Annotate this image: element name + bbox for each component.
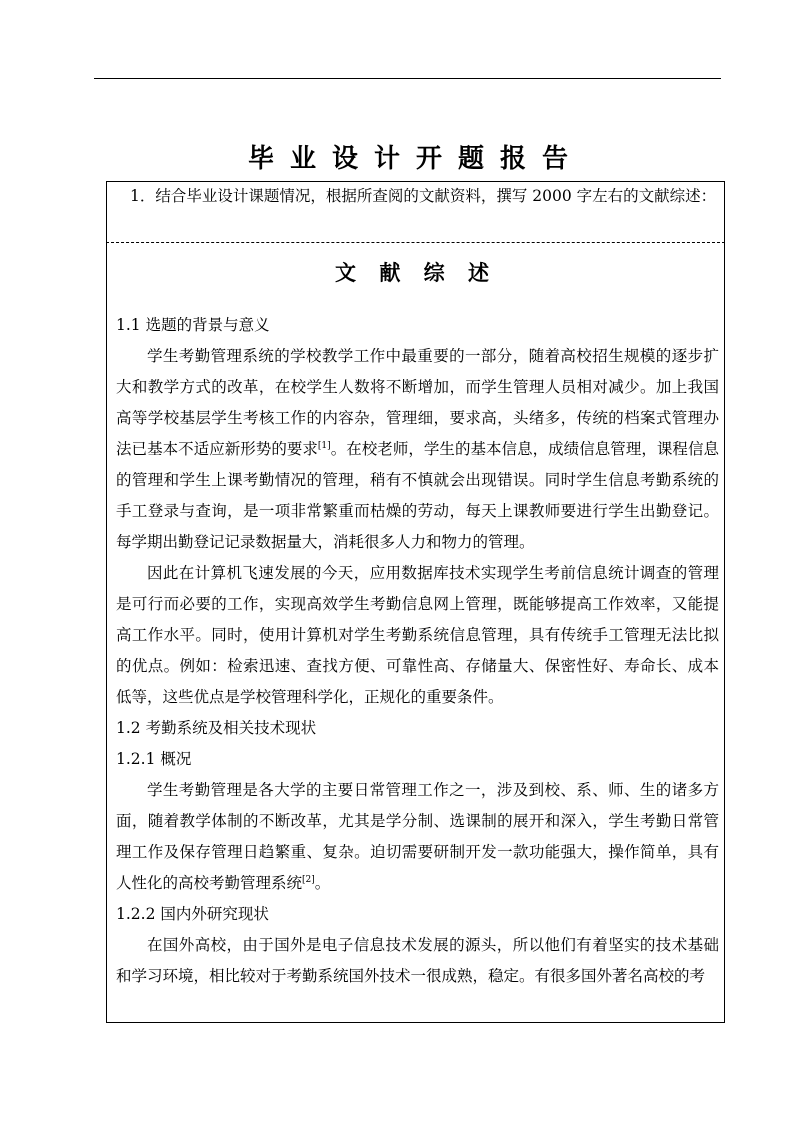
paragraph-text: 学生考勤管理是各大学的主要日常管理工作之一，涉及到校、系、师、生的诸多方面，随着教学体制的不断改革，尤其是学分制、选课制的展开和深入，学生考勤日常管理工作及保存管理日趋繁重、复杂。迫切需要研制开发一款功能强大，操作简单，具有人性化的高校考勤管理系统	[116, 781, 719, 892]
heading-1-2-2: 1.2.2 国内外研究现状	[116, 905, 269, 923]
paragraph-overview	[116, 775, 719, 899]
page-title: 毕业设计开题报告	[247, 144, 584, 174]
paragraph-text: 。	[314, 874, 331, 892]
heading-1-2-1: 1.2.1 概况	[116, 750, 192, 768]
paragraph-background	[116, 341, 719, 558]
paragraph-significance: 因此在计算机飞速发展的今天，应用数据库技术实现学生考前信息统计调查的管理是可行而必要的工作，实现高效学生考勤信息网上管理，既能够提高工作效率，又能提高工作水平。同时，使用计算机对学生考勤系统信息管理，具有传统手工管理无法比拟的优点。例如：检索迅速、查找方便、可靠性高、存储量大、保密性好、寿命长、成本低等，这些优点是学校管理科学化，正规化的重要条件。	[116, 564, 719, 706]
citation-ref: [2]	[302, 874, 315, 885]
paragraph-text: 学生考勤管理系统的学校教学工作中最重要的一部分，随着高校招生规模的逐步扩大和教学方式的改革，在校学生人数将不断增加，而学生管理人员相对减少。加上我国高等学校基层学生考核工作的内容杂，管理细，要求高，头绪多，传统的档案式管理办法已基本不适应新形势的要求	[116, 347, 719, 458]
literature-review-body	[116, 310, 719, 992]
heading-1-1: 1.1 选题的背景与意义	[116, 316, 270, 334]
header-rule	[94, 78, 721, 79]
section-title: 文 献 综 述	[335, 260, 497, 285]
dashed-divider	[106, 242, 725, 243]
paragraph-text: 。在校老师，学生的基本信息，成绩信息管理，课程信息的管理和学生上课考勤情况的管理，稍有不慎就会出现错误。同时学生信息考勤系统的手工登录与查询，是一项非常繁重而枯燥的劳动，每天上课教师要进行学生出勤登记。每学期出勤登记记录数据量大，消耗很多人力和物力的管理。	[116, 440, 719, 551]
citation-ref: [1]	[317, 440, 331, 451]
paragraph-research-status: 在国外高校，由于国外是电子信息技术发展的源头，所以他们有着坚实的技术基础和学习环境，相比较对于考勤系统国外技术一很成熟，稳定。有很多国外著名高校的考	[116, 936, 719, 985]
prompt-text: 1．结合毕业设计课题情况，根据所查阅的文献资料，撰写 2000 字左右的文献综述：	[130, 187, 717, 205]
heading-1-2: 1.2 考勤系统及相关技术现状	[116, 719, 317, 737]
